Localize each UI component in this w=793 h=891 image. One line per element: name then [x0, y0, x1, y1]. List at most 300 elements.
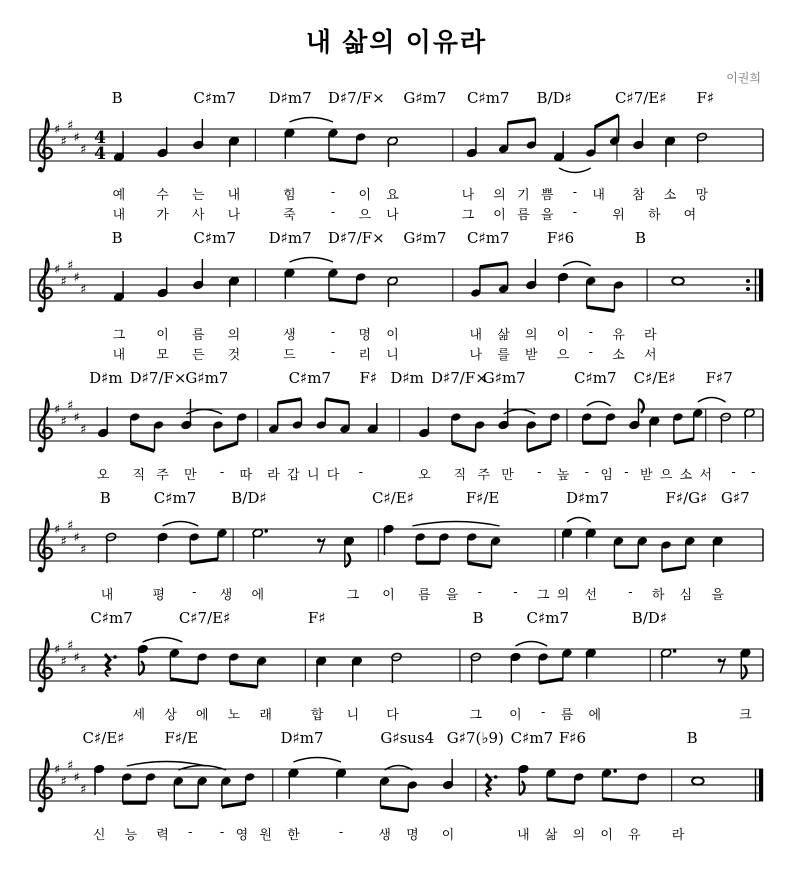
- chord-label: D♯7/F×: [327, 229, 385, 247]
- key-signature: [54, 259, 86, 298]
- lyric-syllable: 으: [556, 347, 570, 362]
- lyric-syllable: 니: [386, 347, 399, 362]
- note: [442, 759, 453, 790]
- lyric-syllable: 삶: [544, 827, 558, 842]
- chord-label: C♯m7: [526, 609, 569, 627]
- staff: [0, 627, 793, 703]
- note: [113, 271, 124, 302]
- svg-text:♯: ♯: [80, 282, 87, 298]
- svg-text:♯: ♯: [73, 770, 80, 786]
- lyric-row: [0, 823, 793, 843]
- system-2: [0, 225, 793, 363]
- system-5: [0, 605, 793, 723]
- svg-text:♯: ♯: [80, 782, 87, 798]
- beamed-notes: [450, 412, 485, 451]
- lyric-syllable: 서: [699, 467, 713, 482]
- lyric-syllable: 하: [651, 587, 665, 602]
- staff: [0, 747, 793, 823]
- lyric-syllable: 영: [235, 827, 249, 842]
- slur: [289, 118, 333, 123]
- note: [97, 407, 108, 438]
- svg-text:♯: ♯: [54, 122, 61, 138]
- chord-label: B: [686, 729, 698, 747]
- beamed-notes: [546, 768, 585, 803]
- lyric-syllable: 름: [560, 707, 574, 722]
- note: [561, 528, 572, 559]
- lyric-syllable: 임: [600, 467, 613, 482]
- note: [316, 656, 327, 687]
- lyric-syllable: 이: [386, 327, 399, 342]
- chord-label: G♯m7: [403, 229, 447, 247]
- lyric-syllable: 능: [124, 827, 138, 842]
- note: [692, 777, 704, 785]
- lyric-syllable: 내: [469, 327, 483, 342]
- lyric-syllable: -: [731, 464, 736, 479]
- chord-label: C♯m7: [466, 229, 510, 247]
- note: [553, 131, 564, 162]
- lyric-syllable: 여: [683, 207, 697, 222]
- lyric-syllable: 이: [600, 827, 613, 842]
- time-signature: [94, 128, 106, 164]
- svg-text:♯: ♯: [73, 130, 80, 146]
- note: [740, 648, 751, 679]
- lyric-syllable: 것: [227, 347, 241, 362]
- system-4: [0, 485, 793, 603]
- chord-label: G♯sus4: [380, 729, 435, 747]
- beamed-notes: [538, 648, 573, 683]
- note: [664, 136, 675, 167]
- lyric-syllable: 주: [477, 467, 490, 482]
- lyric-syllable: 에: [588, 707, 602, 722]
- note: [526, 259, 537, 290]
- staff: [0, 107, 793, 183]
- lyric-syllable: 상: [164, 707, 177, 722]
- chord-label: C♯7/E♯: [178, 609, 231, 627]
- note: [387, 276, 398, 307]
- chord-label: D♯m: [390, 369, 424, 387]
- lyric-syllable: 주: [156, 467, 169, 482]
- chord-label: C♯7/E♯: [614, 89, 667, 107]
- note: [335, 768, 346, 799]
- note: [649, 416, 660, 447]
- chord-row: [0, 605, 793, 627]
- lyric-syllable: 평: [152, 587, 165, 602]
- svg-text:♯: ♯: [73, 650, 80, 666]
- lyric-syllable: 심: [679, 587, 693, 602]
- lyric-syllable: -: [219, 824, 225, 839]
- svg-text:♯: ♯: [80, 662, 87, 678]
- chord-row: [0, 725, 793, 747]
- lyric-syllable: 그: [461, 207, 475, 222]
- lyric-syllable: -: [588, 344, 593, 359]
- beamed-notes: [613, 536, 648, 567]
- lyric-syllable: 오: [417, 467, 431, 482]
- chord-label: G♯m7: [403, 89, 447, 107]
- note: [228, 276, 239, 307]
- svg-text:♯: ♯: [67, 118, 74, 134]
- lyric-syllable: 라: [643, 327, 657, 342]
- chord-label: D♯m7: [280, 729, 324, 747]
- chord-label: F♯/E: [164, 729, 199, 747]
- note: [585, 528, 596, 559]
- chord-label: B/D♯: [231, 489, 267, 507]
- chord-row: [0, 85, 793, 107]
- lyric-syllable: 생: [283, 327, 296, 342]
- svg-text:♯: ♯: [54, 402, 61, 418]
- lyric-syllable: 이: [156, 327, 169, 342]
- slur: [563, 262, 591, 267]
- lyric-syllable: 따: [239, 467, 253, 482]
- beamed-notes: [601, 768, 648, 803]
- chord-label: G♯7: [720, 489, 750, 507]
- lyric-syllable: 을: [540, 207, 554, 222]
- lyric-syllable: 에: [195, 707, 209, 722]
- lyric-syllable: 리: [358, 347, 372, 362]
- system-6: [0, 725, 793, 843]
- lyric-syllable: 내: [112, 207, 126, 222]
- lyric-syllable: 내: [100, 587, 114, 602]
- chord-label: D♯7/F×: [327, 89, 385, 107]
- lyric-syllable: -: [751, 464, 756, 479]
- lyric-syllable: 기: [517, 187, 530, 202]
- note: [633, 119, 644, 150]
- lyric-syllable: 생: [219, 587, 233, 602]
- note: [387, 136, 398, 167]
- lyric-syllable: 예: [112, 187, 126, 202]
- lyric-syllable: 유: [612, 327, 625, 342]
- chord-label: G♯7(♭9): [446, 729, 504, 747]
- chord-label: B/D♯: [631, 609, 668, 627]
- svg-text:♯: ♯: [73, 410, 80, 426]
- chord-label: D♯m7: [268, 89, 312, 107]
- lyric-syllable: 래: [259, 707, 272, 722]
- svg-text:♯: ♯: [54, 262, 61, 278]
- beamed-notes: [189, 528, 228, 563]
- lyric-syllable: 노: [227, 707, 241, 722]
- lyric-syllable: 모: [156, 347, 169, 362]
- svg-text:♯: ♯: [54, 762, 61, 778]
- lyric-syllable: 이: [441, 827, 455, 842]
- svg-text:♯: ♯: [54, 642, 61, 658]
- lyric-syllable: -: [624, 464, 629, 479]
- beamed-notes: [526, 412, 561, 451]
- chord-label: G♯m7: [482, 369, 526, 387]
- chord-label: D♯m7: [565, 489, 610, 507]
- svg-text:♯: ♯: [60, 134, 67, 150]
- svg-text:♯: ♯: [60, 774, 67, 790]
- note: [113, 131, 124, 162]
- lyric-syllable: 요: [386, 187, 399, 202]
- lyric-syllable: 든: [191, 347, 205, 362]
- lyric-syllable: 명: [358, 327, 372, 342]
- chord-label: B: [99, 489, 111, 507]
- lyric-syllable: -: [513, 584, 518, 599]
- beamed-notes: [498, 119, 537, 154]
- lyric-syllable: 의: [227, 327, 241, 342]
- chord-label: C♯m7: [510, 729, 554, 747]
- chord-label: F♯: [696, 89, 715, 107]
- slur: [293, 758, 341, 763]
- lyric-syllable: 명: [406, 827, 419, 842]
- lyric-syllable: -: [584, 464, 589, 479]
- note: [510, 652, 521, 683]
- lyric-syllable: -: [330, 324, 336, 339]
- lyric-syllable: 를: [497, 347, 510, 362]
- system-1: [0, 85, 793, 223]
- slur: [515, 642, 547, 647]
- beamed-notes: [585, 115, 620, 158]
- lyric-syllable: 받: [640, 467, 653, 482]
- staff: [0, 507, 793, 583]
- lyric-syllable: 힘: [283, 187, 296, 202]
- note: [181, 399, 192, 430]
- svg-text:♯: ♯: [80, 142, 87, 158]
- lyric-syllable: 름: [417, 587, 431, 602]
- lyric-syllable: 크: [739, 707, 752, 722]
- lyric-syllable: 받: [525, 347, 538, 362]
- lyric-syllable: 으: [358, 207, 372, 222]
- lyric-syllable: 합: [310, 707, 324, 722]
- note: [351, 656, 362, 687]
- chord-row: [0, 365, 793, 387]
- lyric-syllable: 나: [461, 187, 475, 202]
- note: [498, 399, 509, 430]
- lyric-syllable: -: [330, 344, 336, 359]
- chord-label: B: [111, 89, 123, 107]
- svg-text:4: 4: [94, 144, 106, 164]
- beamed-notes: [268, 399, 303, 434]
- lyric-syllable: -: [330, 184, 336, 199]
- note: [193, 259, 204, 290]
- svg-text:♯: ♯: [67, 518, 74, 534]
- note: [585, 648, 596, 679]
- lyric-syllable: 갑: [287, 467, 300, 482]
- svg-text:♯: ♯: [60, 534, 67, 550]
- svg-text:♯: ♯: [67, 258, 74, 274]
- lyric-syllable: 이: [382, 587, 395, 602]
- lyric-syllable: 이: [509, 707, 522, 722]
- systems: [0, 85, 793, 843]
- system-3: [0, 365, 793, 483]
- lyric-syllable: -: [358, 464, 363, 479]
- svg-text:♯: ♯: [67, 398, 74, 414]
- lyric-syllable: 망: [695, 187, 709, 202]
- lyric-syllable: 신: [92, 827, 106, 842]
- chord-label: F♯7: [705, 369, 733, 387]
- lyric-syllable: 참: [632, 187, 645, 202]
- svg-text:♯: ♯: [60, 274, 67, 290]
- lyric-syllable: -: [628, 584, 633, 599]
- lyric-syllable: 나: [469, 347, 483, 362]
- lyric-row: [0, 703, 793, 723]
- note: [466, 127, 477, 158]
- slur: [186, 410, 222, 415]
- key-signature: [54, 119, 86, 158]
- lyric-syllable: 그: [536, 587, 550, 602]
- lyric-syllable: 을: [445, 587, 459, 602]
- svg-text:♯: ♯: [54, 522, 61, 538]
- beamed-notes: [327, 128, 366, 163]
- lyric-syllable: 으: [659, 467, 673, 482]
- lyric-syllable: -: [572, 184, 578, 199]
- chord-label: C♯m7: [90, 609, 133, 627]
- beamed-notes: [327, 268, 366, 303]
- slur: [163, 522, 199, 527]
- beamed-notes: [212, 412, 247, 451]
- lyric-syllable: 생: [378, 827, 391, 842]
- slur: [289, 258, 333, 263]
- lyric-syllable: -: [192, 584, 197, 599]
- beamed-notes: [129, 412, 164, 451]
- key-signature: [54, 639, 86, 678]
- chord-label: C♯m7: [574, 369, 617, 387]
- note: [157, 267, 168, 298]
- key-signature: [54, 759, 86, 798]
- chord-label: F♯/E: [465, 489, 500, 507]
- note: [228, 136, 239, 167]
- lyric-syllable: -: [537, 464, 542, 479]
- svg-text:♯: ♯: [67, 758, 74, 774]
- chord-label: B/D♯: [536, 89, 572, 107]
- lyric-syllable: 름: [517, 207, 530, 222]
- chord-label: C♯/E♯: [82, 729, 125, 747]
- lyric-syllable: 내: [227, 187, 241, 202]
- lyric-syllable: 직: [453, 467, 467, 482]
- lyric-syllable: -: [572, 204, 578, 219]
- lyric-syllable: 라: [267, 467, 280, 482]
- lyric-syllable: 름: [191, 327, 205, 342]
- rest: [718, 658, 726, 673]
- chord-label: C♯m7: [193, 229, 236, 247]
- lyric-syllable: 나: [227, 207, 241, 222]
- note: [193, 119, 204, 150]
- staff: [0, 387, 793, 463]
- slur: [698, 398, 726, 403]
- chord-label: D♯7/F×: [129, 369, 187, 387]
- note: [419, 407, 430, 438]
- chord-row: [0, 485, 793, 507]
- chord-label: C♯m7: [466, 89, 510, 107]
- lyric-syllable: -: [477, 584, 482, 599]
- lyric-syllable: 높: [556, 467, 570, 482]
- note: [661, 648, 677, 679]
- lyric-syllable: 소: [679, 467, 693, 482]
- note: [343, 536, 354, 567]
- lyric-syllable: 서: [643, 347, 657, 362]
- lyric-syllable: 을: [711, 587, 724, 602]
- lyric-syllable: 의: [556, 587, 570, 602]
- lyric-syllable: 수: [156, 187, 169, 202]
- chord-label: B: [472, 609, 484, 627]
- lyric-syllable: 죽: [283, 207, 296, 222]
- lyric-row: [0, 583, 793, 603]
- chord-label: C♯m7: [153, 489, 197, 507]
- lyric-syllable: 위: [612, 207, 625, 222]
- lyric-syllable: 내: [592, 187, 605, 202]
- chord-label: B: [635, 229, 647, 247]
- lyric-syllable: -: [541, 704, 546, 719]
- chord-label: F♯6: [546, 229, 575, 247]
- note: [712, 536, 723, 567]
- key-signature: [54, 399, 86, 438]
- lyric-syllable: 만: [501, 467, 514, 482]
- lyric-syllable: 소: [663, 187, 677, 202]
- lyric-row: [0, 323, 793, 343]
- chord-label: D♯m: [89, 369, 123, 387]
- note: [288, 768, 299, 799]
- lyric-syllable: 나: [386, 207, 399, 222]
- lyric-syllable: 다: [326, 467, 340, 482]
- lyric-syllable: 선: [584, 587, 598, 602]
- lyric-syllable: 오: [96, 467, 110, 482]
- lyric-syllable: -: [330, 204, 336, 219]
- lyric-syllable: 만: [184, 467, 197, 482]
- slur: [587, 402, 611, 407]
- composer-credit: 이권희: [726, 71, 761, 85]
- note: [157, 532, 168, 563]
- chord-label: F♯/G♯: [665, 489, 708, 507]
- chord-label: D♯m7: [268, 229, 312, 247]
- staff: [0, 247, 793, 323]
- note: [744, 408, 755, 439]
- lyric-syllable: 유: [628, 827, 641, 842]
- slur: [143, 638, 183, 643]
- slur: [412, 522, 499, 527]
- lyric-syllable: 쁨: [540, 187, 554, 202]
- lyric-syllable: 내: [517, 827, 530, 842]
- beamed-notes: [169, 648, 208, 683]
- chord-row: [0, 225, 793, 247]
- svg-text:♯: ♯: [80, 422, 87, 438]
- lyric-syllable: 그: [112, 327, 126, 342]
- lyric-syllable: -: [219, 464, 225, 479]
- svg-text:♯: ♯: [80, 542, 87, 558]
- lyric-syllable: 한: [287, 827, 300, 842]
- chord-label: C♯/E♯: [371, 489, 414, 507]
- lyric-syllable: 드: [283, 347, 296, 362]
- svg-text:♯: ♯: [67, 638, 74, 654]
- lyric-syllable: 의: [493, 187, 506, 202]
- svg-text:♯: ♯: [60, 414, 67, 430]
- lyric-syllable: 사: [191, 207, 205, 222]
- lyric-syllable: 세: [132, 707, 146, 722]
- lyric-row: [0, 343, 793, 363]
- note: [252, 528, 268, 559]
- chord-label: B: [111, 229, 123, 247]
- lyric-syllable: -: [338, 824, 344, 839]
- lyric-syllable: 그: [469, 707, 483, 722]
- note: [157, 127, 168, 158]
- lyric-syllable: 에: [251, 587, 264, 602]
- lyric-syllable: 력: [156, 827, 169, 842]
- svg-text:♯: ♯: [60, 654, 67, 670]
- note: [383, 524, 394, 555]
- lyric-syllable: 그: [346, 587, 360, 602]
- beamed-notes: [173, 776, 208, 807]
- lyric-row: [0, 463, 793, 483]
- chord-label: C♯m7: [193, 89, 236, 107]
- chord-label: F♯6: [558, 729, 587, 747]
- slur: [567, 518, 591, 523]
- beamed-notes: [585, 276, 624, 311]
- svg-text:♯: ♯: [73, 530, 80, 546]
- lyric-syllable: 이: [493, 207, 506, 222]
- lyric-syllable: -: [188, 824, 193, 839]
- lyric-syllable: 직: [132, 467, 146, 482]
- note: [518, 764, 529, 795]
- lyric-syllable: 의: [572, 827, 586, 842]
- chord-label: D♯7/F×: [430, 369, 488, 387]
